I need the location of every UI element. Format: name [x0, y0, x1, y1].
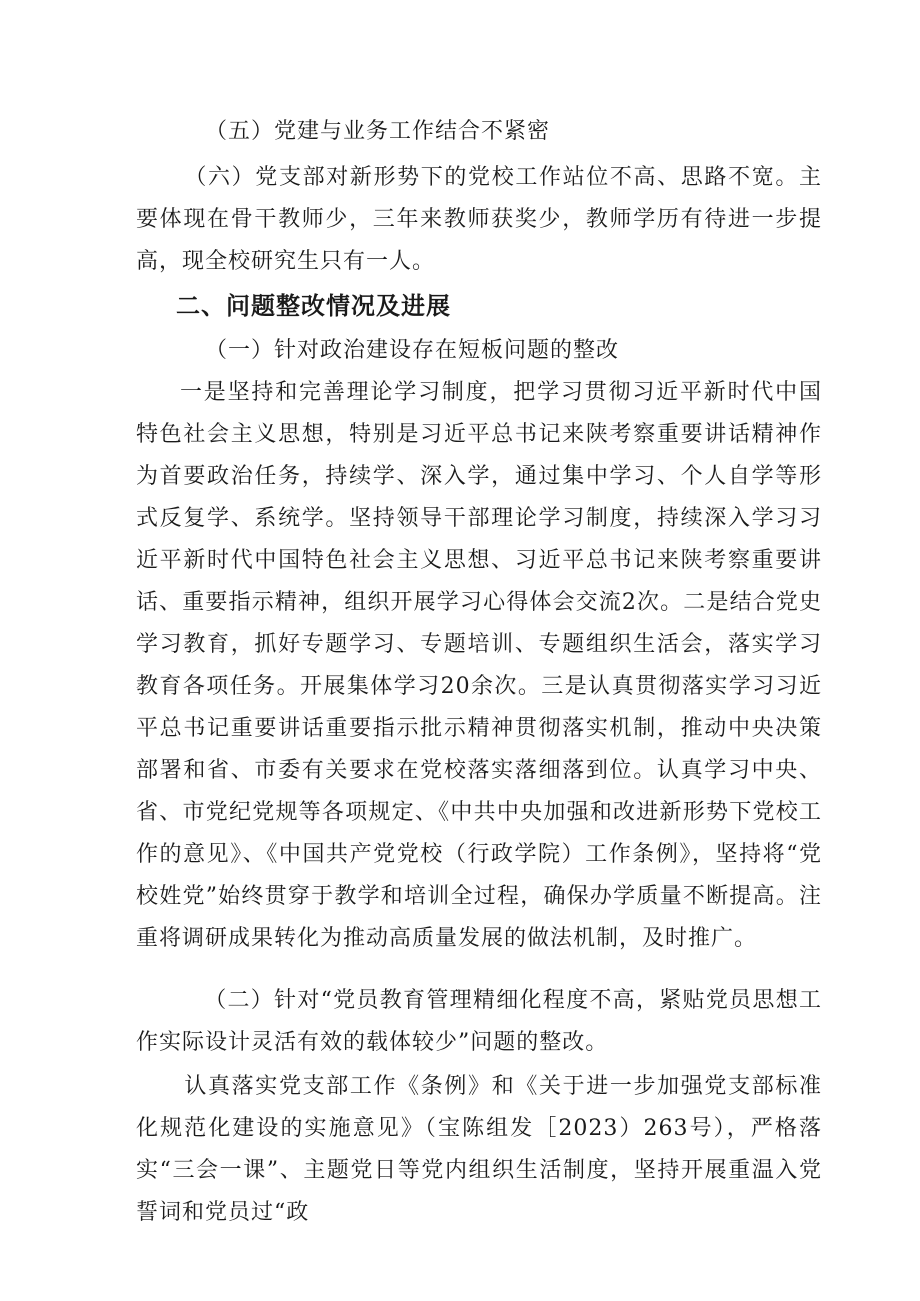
- item-six-paragraph: （六）党支部对新形势下的党校工作站位不高、思路不宽。主要体现在骨干教师少，三年来教师获奖少，教师学历有待进一步提高，现全校研究生只有一人。: [136, 165, 822, 274]
- item-five: （五）党建与业务工作结合不紧密: [205, 119, 551, 144]
- political-building-paragraph: 一是坚持和完善理论学习制度，把学习贯彻习近平新时代中国特色社会主义思想，特别是习近平总书记来陕考察重要讲话精神作为首要政治任务，持续学、深入学，通过集中学习、个人自学等形式反复学、系统学。坚持领导干部理论学习制度，持续深入学习习近平新时代中国特色社会主义思想、习近平总书记来陕考察重要讲话、重要指示精神，组织开展学习心得体会交流2次。二是结合党史学习教育，抓好专题学习、专题培训、专题组织生活会，落实学习教育各项任务。开展集体学习20余次。三是认真贯彻落实学习习近平总书记重要讲话重要指示批示精神贯彻落实机制，推动中央决策部署和省、市委有关要求在党校落实落细落到位。认真学习中央、省、市党纪党规等各项规定、《中共中央加强和改进新形势下党校工作的意见》、《中国共产党党校（行政学院）工作条例》，坚持将“党校姓党”始终贯穿于教学和培训全过程，确保办学质量不断提高。注重将调研成果转化为推动高质量发展的做法机制，及时推广。: [136, 380, 822, 951]
- party-branch-paragraph: 认真落实党支部工作《条例》和《关于进一步加强党支部标准化规范化建设的实施意见》（宝陈组发［2023）263号），严格落实“三会一课”、主题党日等党内组织生活制度，坚持开展重温入党誓词和党员过“政: [136, 1074, 822, 1225]
- subheading-one: （一）针对政治建设存在短板问题的整改: [205, 338, 620, 363]
- section-heading-two: 二、问题整改情况及进展: [176, 292, 451, 320]
- subheading-two-paragraph: （二）针对“党员教育管理精细化程度不高，紧贴党员思想工作实际设计灵活有效的载体较少”问题的整改。: [136, 988, 822, 1055]
